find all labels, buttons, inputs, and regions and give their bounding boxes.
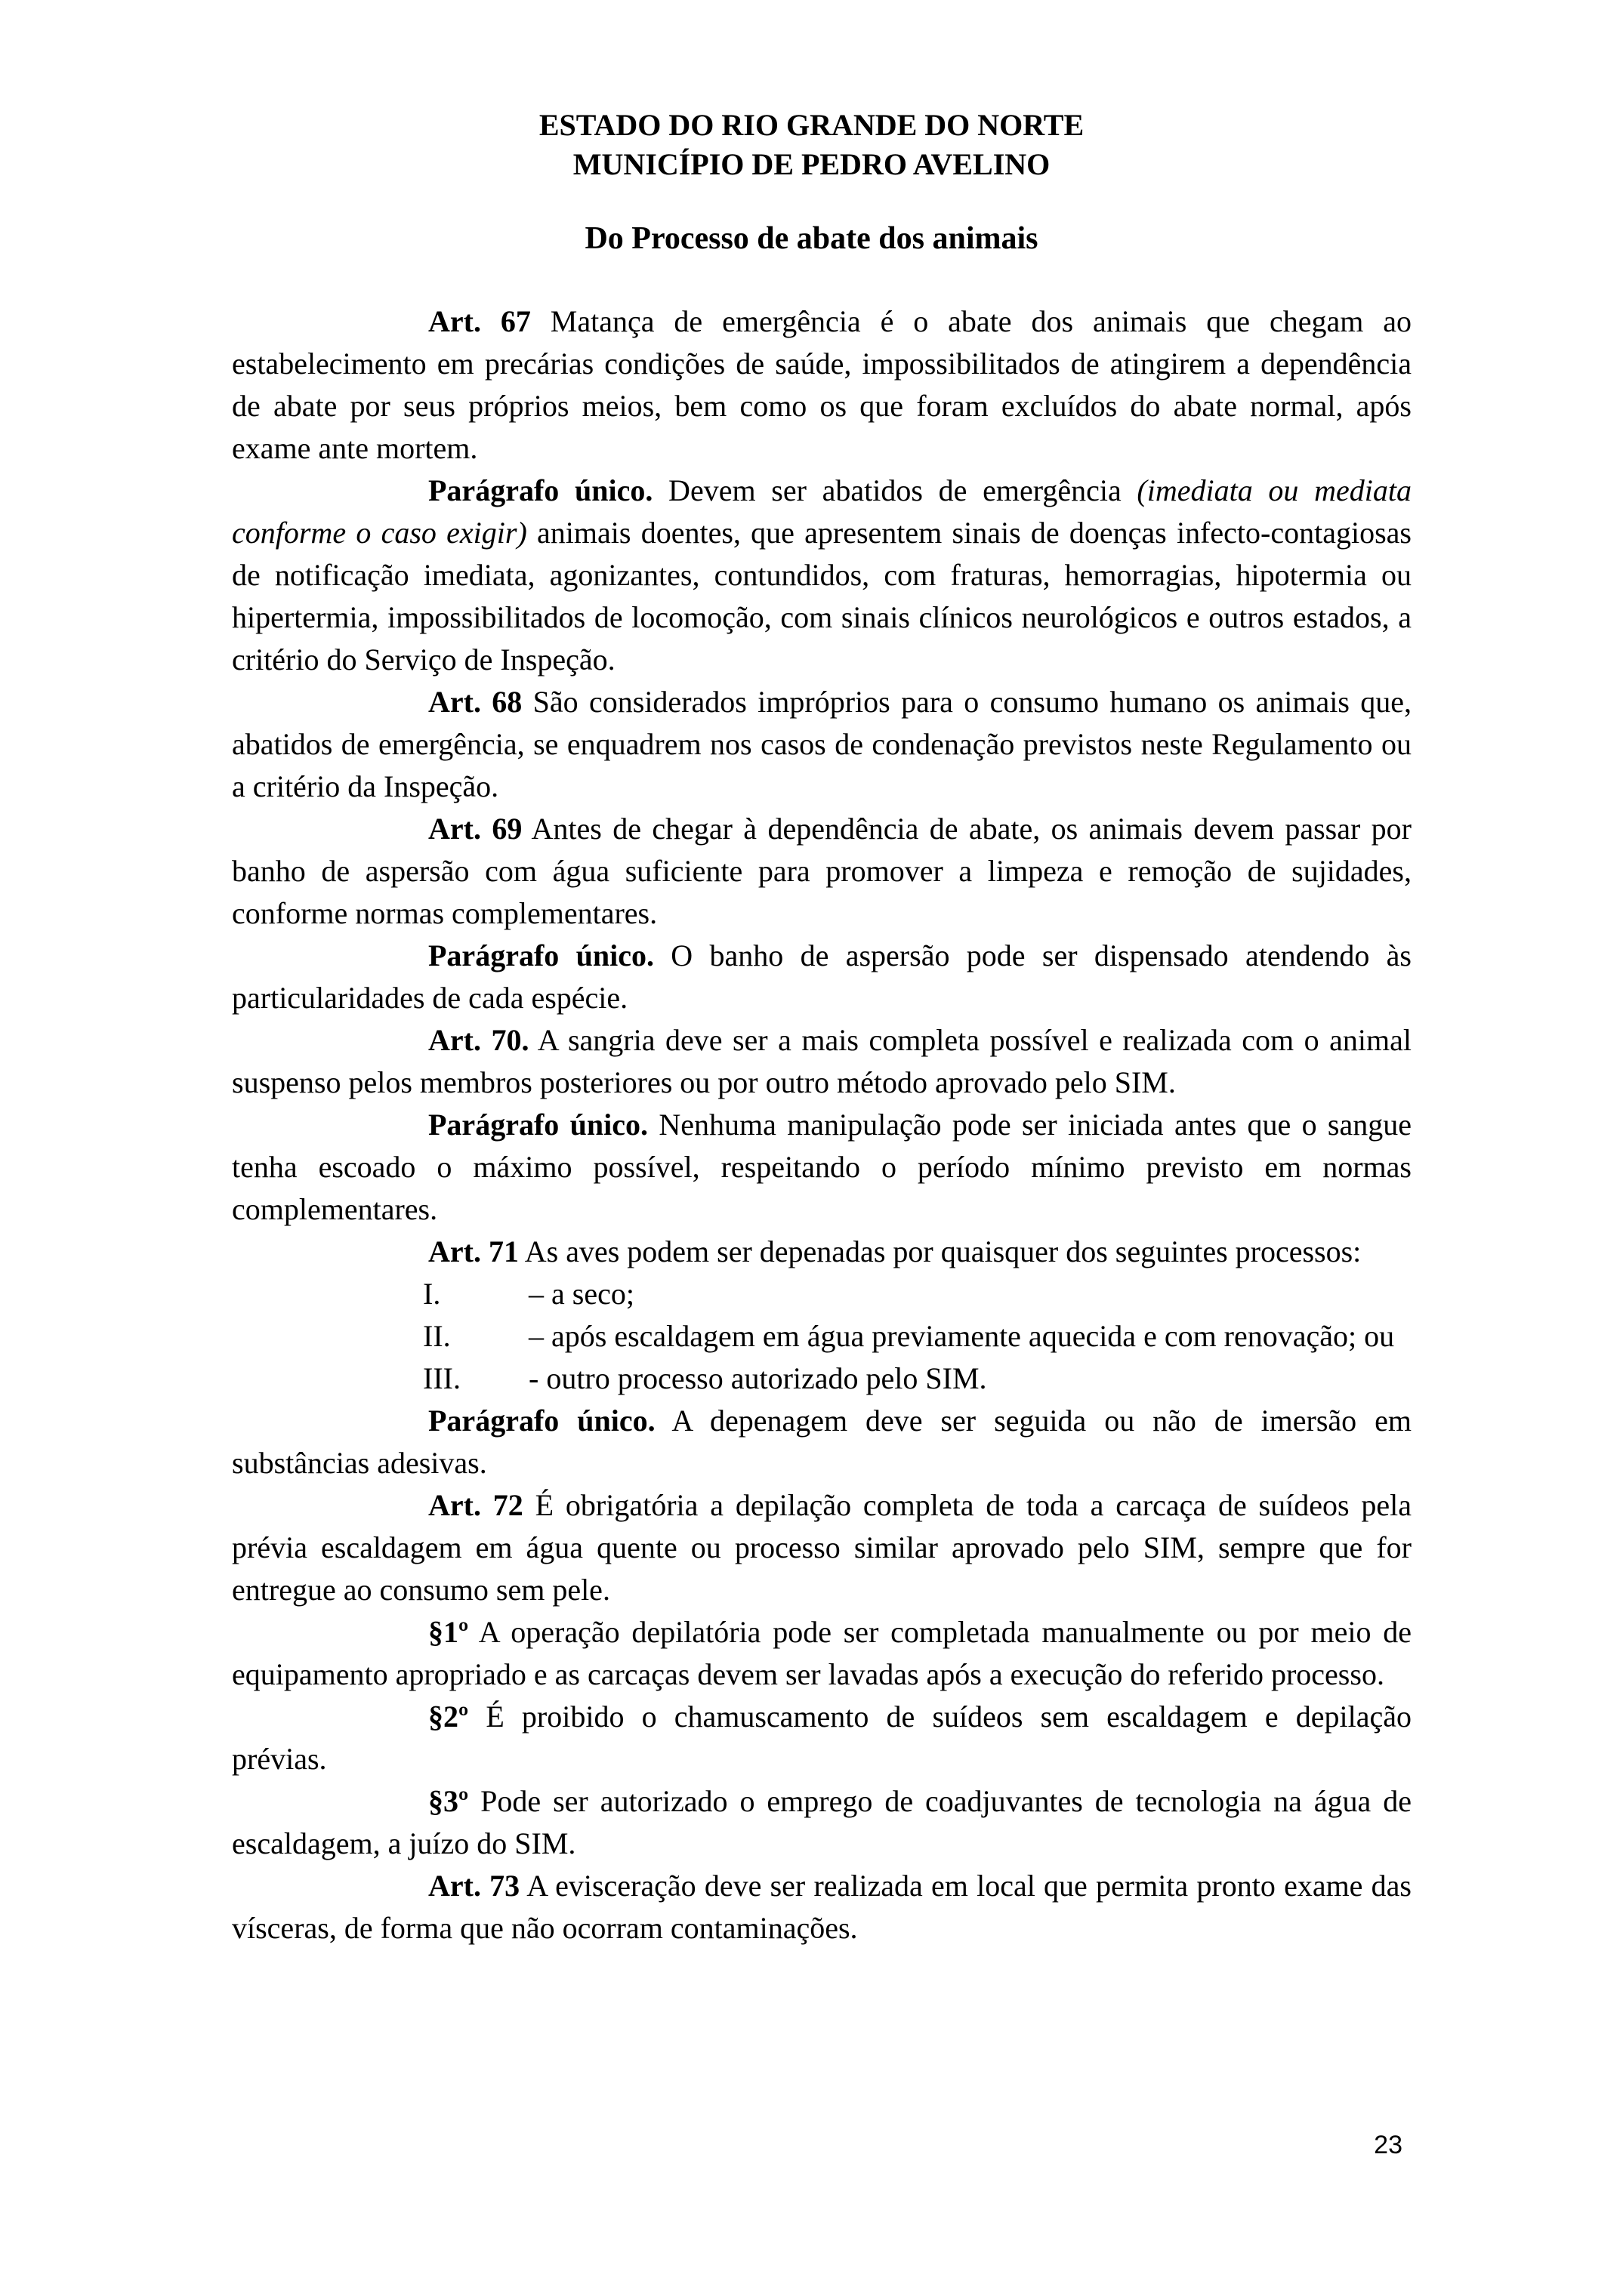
document-body <box>0 300 1623 1949</box>
paragraph-art-68 <box>232 681 1412 808</box>
paragraph-lead: §3º <box>428 1784 469 1818</box>
list-item-text: – após escaldagem em água previamente aquecida e com renovação; ou <box>529 1319 1395 1353</box>
header-line-state: ESTADO DO RIO GRANDE DO NORTE <box>538 108 1085 142</box>
paragraph-text: Matança de emergência é o abate dos animais que chegam ao estabelecimento em precárias condições de saúde, impossibilitados de atingirem a dependência de abate por seus próprios meios, bem como os que foram excluídos do abate normal, após exame ante mortem. <box>232 304 1412 465</box>
paragraph-art-72 <box>232 1484 1412 1611</box>
roman-numeral: III. <box>423 1361 461 1395</box>
paragraph-art-71 <box>232 1231 1412 1273</box>
paragraph-lead: Parágrafo único. <box>428 473 653 507</box>
article-lead: Art. 68 <box>428 685 523 719</box>
list-item-1 <box>334 1273 1412 1315</box>
paragraph-art-69 <box>232 808 1412 935</box>
article-lead: Art. 70. <box>428 1023 529 1057</box>
paragraph-paragrafo-unico-art-69 <box>232 935 1412 1019</box>
paragraph-text: São considerados impróprios para o consumo humano os animais que, abatidos de emergência, se enquadrem nos casos de condenação previstos neste Regulamento ou a critério da Inspeção. <box>232 685 1412 803</box>
paragraph-text: A operação depilatória pode ser completada manualmente ou por meio de equipamento apropriado e as carcaças devem ser lavadas após a execução do referido processo. <box>232 1615 1412 1691</box>
article-lead: Art. 69 <box>428 812 523 846</box>
paragraph-art-72-s3 <box>232 1780 1412 1865</box>
article-lead: Art. 67 <box>428 304 531 338</box>
paragraph-art-70 <box>232 1019 1412 1104</box>
paragraph-text: As aves podem ser depenadas por quaisquer dos seguintes processos: <box>518 1234 1362 1268</box>
paragraph-art-73 <box>232 1865 1412 1949</box>
paragraph-text: O banho de aspersão pode ser dispensado atendendo às particularidades de cada espécie. <box>232 938 1412 1015</box>
paragraph-text: Devem ser abatidos de emergência <box>653 473 1137 507</box>
paragraph-text: Nenhuma manipulação pode ser iniciada antes que o sangue tenha escoado o máximo possível, respeitando o período mínimo previsto em normas complementares. <box>232 1108 1412 1226</box>
paragraph-text: A sangria deve ser a mais completa possível e realizada com o animal suspenso pelos membros posteriores ou por outro método aprovado pelo SIM. <box>232 1023 1412 1099</box>
list-item-2 <box>334 1315 1412 1358</box>
paragraph-art-67 <box>232 300 1412 470</box>
paragraph-paragrafo-unico-art-67 <box>232 470 1412 681</box>
paragraph-text: A depenagem deve ser seguida ou não de imersão em substâncias adesivas. <box>232 1404 1412 1480</box>
page-number: 23 <box>1374 2131 1402 2159</box>
paragraph-text: É proibido o chamuscamento de suídeos sem escaldagem e depilação prévias. <box>232 1700 1412 1776</box>
article-lead: Art. 71 <box>428 1234 519 1268</box>
paragraph-paragrafo-unico-art-71 <box>232 1400 1412 1484</box>
paragraph-paragrafo-unico-art-70 <box>232 1104 1412 1231</box>
paragraph-art-72-s2 <box>232 1696 1412 1780</box>
paragraph-art-72-s1 <box>232 1611 1412 1696</box>
document-header <box>0 106 1623 184</box>
list-item-text: – a seco; <box>529 1277 634 1311</box>
paragraph-text: animais doentes, que apresentem sinais de doenças infecto-contagiosas de notificação imediata, agonizantes, contundidos, com fraturas, hemorragias, hipotermia ou hipertermia, impossibilitados de locomoção, com sinais clínicos neurológicos e outros estados, a critério do Serviço de Inspeção. <box>232 516 1412 676</box>
page-footer <box>0 2131 1402 2160</box>
roman-numeral: I. <box>423 1277 441 1311</box>
section-title: Do Processo de abate dos animais <box>585 221 1038 256</box>
paragraph-lead: §2º <box>428 1700 469 1734</box>
roman-numeral: II. <box>423 1319 451 1353</box>
paragraph-lead: Parágrafo único. <box>428 1108 648 1142</box>
italic-note: (imediata ou mediata conforme o caso exigir) <box>232 473 1412 550</box>
paragraph-lead: Parágrafo único. <box>428 1404 656 1438</box>
list-item-3 <box>334 1358 1412 1400</box>
article-lead: Art. 73 <box>428 1869 520 1903</box>
paragraph-text: A evisceração deve ser realizada em local que permita pronto exame das vísceras, de forma que não ocorram contaminações. <box>232 1869 1412 1945</box>
list-item-text: - outro processo autorizado pelo SIM. <box>529 1361 987 1395</box>
paragraph-text: Antes de chegar à dependência de abate, os animais devem passar por banho de aspersão com água suficiente para promover a limpeza e remoção de sujidades, conforme normas complementares. <box>232 812 1412 930</box>
header-line-municipality: MUNICÍPIO DE PEDRO AVELINO <box>572 147 1051 181</box>
paragraph-text: É obrigatória a depilação completa de toda a carcaça de suídeos pela prévia escaldagem em água quente ou processo similar aprovado pelo SIM, sempre que for entregue ao consumo sem pele. <box>232 1488 1412 1607</box>
paragraph-lead: §1º <box>428 1615 469 1649</box>
paragraph-text: Pode ser autorizado o emprego de coadjuvantes de tecnologia na água de escaldagem, a juízo do SIM. <box>232 1784 1412 1860</box>
article-lead: Art. 72 <box>428 1488 523 1522</box>
paragraph-lead: Parágrafo único. <box>428 938 654 972</box>
